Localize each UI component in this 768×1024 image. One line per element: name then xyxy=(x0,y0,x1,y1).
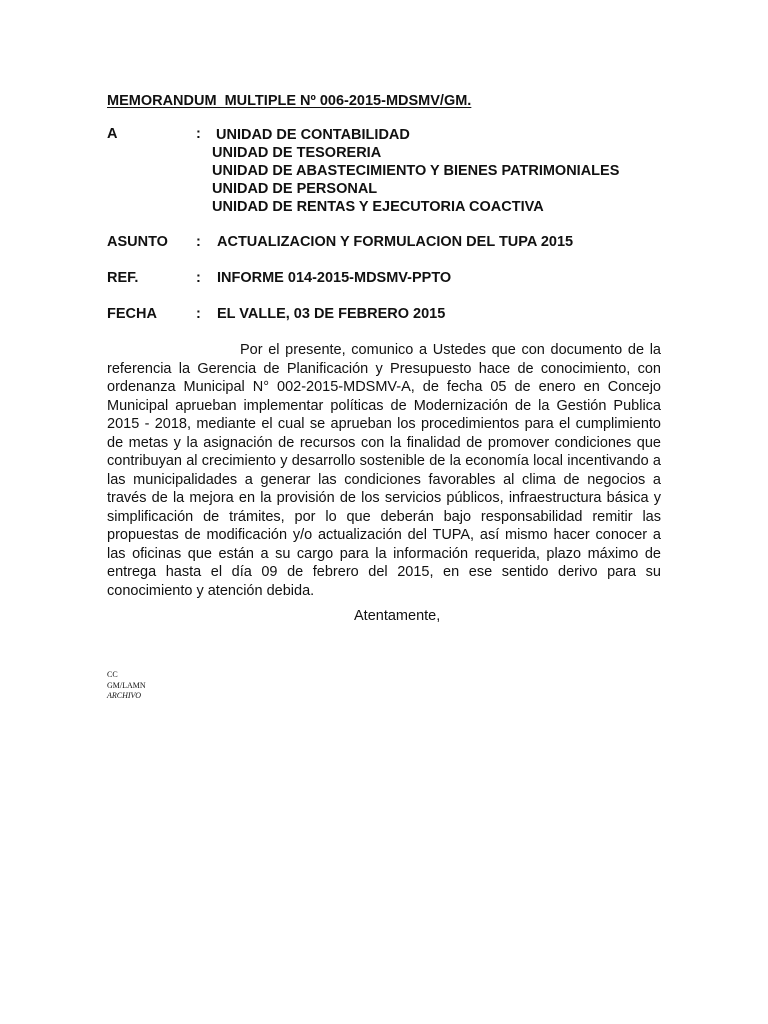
subject-label: ASUNTO xyxy=(107,234,168,250)
date-label: FECHA xyxy=(107,306,157,322)
cc-archive: ARCHIVO xyxy=(107,691,141,700)
reference-value: INFORME 014-2015-MDSMV-PPTO xyxy=(217,270,452,286)
reference-separator: : xyxy=(196,270,201,286)
reference-label: REF. xyxy=(107,270,139,286)
cc-initials: GM/LAMN xyxy=(107,680,146,690)
subject-separator: : xyxy=(196,234,201,250)
recipient-item: UNIDAD DE PERSONAL xyxy=(212,181,378,197)
closing-salutation: Atentamente, xyxy=(354,608,441,624)
cc-line: CC xyxy=(107,670,118,679)
recipient-item: UNIDAD DE TESORERIA xyxy=(212,145,382,161)
memo-title: MEMORANDUM MULTIPLE Nº 006-2015-MDSMV/GM. xyxy=(107,93,472,109)
recipient-item: UNIDAD DE CONTABILIDAD xyxy=(216,127,410,143)
cc-block xyxy=(107,670,146,702)
date-value: EL VALLE, 03 DE FEBRERO 2015 xyxy=(217,306,446,322)
recipient-list xyxy=(212,126,619,216)
subject-value: ACTUALIZACION Y FORMULACION DEL TUPA 2015 xyxy=(217,234,574,250)
to-separator: : xyxy=(196,126,201,142)
to-label: A xyxy=(107,126,118,142)
memo-body: Por el presente, comunico a Ustedes que con documento de la referencia la Gerencia de Planificación y Presupuesto hace de conocimiento, con ordenanza Municipal N° 002-2015-MDSMV-A, de fecha 05 de enero en Concejo Municipal aprueban implementar políticas de Modernización de la Gestión Publica 2015 - 2018, mediante el cual se aprueban los procedimientos para el cumplimiento de metas y la asignación de recursos con la finalidad de promover condiciones que contribuyan al crecimiento y desarrollo sostenible de la economía local incentivando a las municipalidades a generar las condiciones favorables al clima de negocios a través de la mejora en la provisión de los servicios públicos, infraestructura básica y simplificación de trámites, por lo que deberán bajo responsabilidad remitir las propuestas de modificación y/o actualización del TUPA, así mismo hacer conocer a las oficinas que están a su cargo para la información requerida, plazo máximo de entrega hasta el día 09 de febrero del 2015, en ese sentido derivo para su conocimiento y atención debida. xyxy=(107,342,661,599)
recipient-item: UNIDAD DE RENTAS Y EJECUTORIA COACTIVA xyxy=(212,199,544,215)
date-separator: : xyxy=(196,306,201,322)
recipient-item: UNIDAD DE ABASTECIMIENTO Y BIENES PATRIMONIALES xyxy=(212,163,620,179)
